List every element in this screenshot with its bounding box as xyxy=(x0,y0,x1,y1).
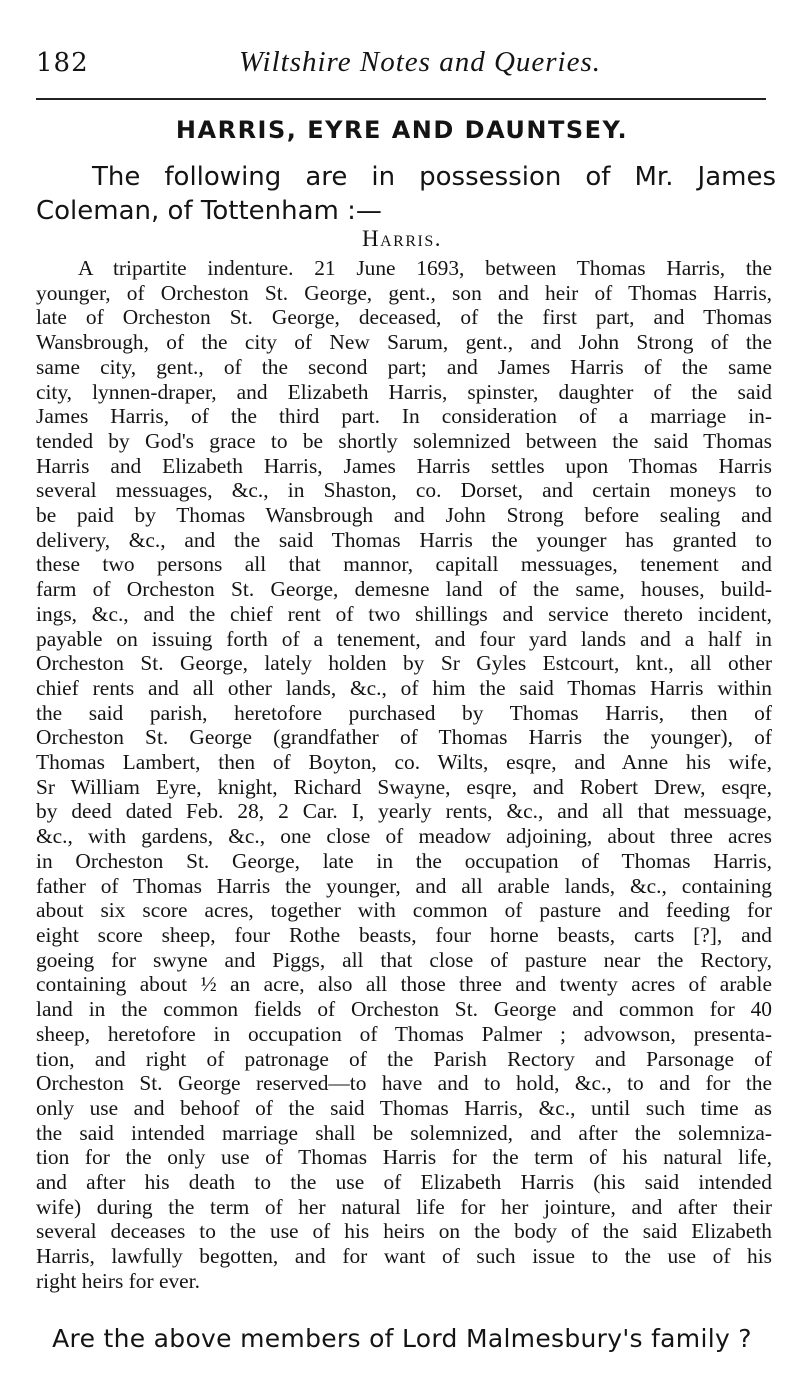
body-line: and after his death to the use of Elizabeth Harris (his said intended xyxy=(36,1170,772,1195)
body-line: containing about ½ an acre, also all those three and twenty acres of arable xyxy=(36,972,772,997)
body-line: Orcheston St. George reserved—to have and to hold, &c., to and for the xyxy=(36,1071,772,1096)
body-line: ings, &c., and the chief rent of two shillings and service thereto incident, xyxy=(36,601,772,626)
body-line: chief rents and all other lands, &c., of him the said Thomas Harris within xyxy=(36,675,772,700)
body-line: city, lynnen-draper, and Elizabeth Harris, spinster, daughter of the said xyxy=(36,379,772,404)
body-line: wife) during the term of her natural life for her jointure, and after their xyxy=(36,1194,772,1219)
body-line: Sr William Eyre, knight, Richard Swayne, esqre, and Robert Drew, esqre, xyxy=(36,774,772,799)
body-line: late of Orcheston St. George, deceased, of the first part, and Thomas xyxy=(36,305,772,330)
body-line: about six score acres, together with common of pasture and feeding for xyxy=(36,898,772,923)
body-line: father of Thomas Harris the younger, and all arable lands, &c., containing xyxy=(36,873,772,898)
header-rule xyxy=(36,98,766,100)
body-line: be paid by Thomas Wansbrough and John Strong before sealing and xyxy=(36,503,772,528)
intro-paragraph: The following are in possession of Mr. James Coleman, of Tottenham :— xyxy=(36,162,776,226)
body-line: by deed dated Feb. 28, 2 Car. I, yearly rents, &c., and all that messuage, xyxy=(36,799,772,824)
body-line: A tripartite indenture. 21 June 1693, between Thomas Harris, the xyxy=(78,256,772,280)
body-line: land in the common fields of Orcheston St. George and common for 40 xyxy=(36,997,772,1022)
body-line: the said intended marriage shall be solemnized, and after the solemniza- xyxy=(36,1120,772,1145)
body-line: several deceases to the use of his heirs on the body of the said Elizabeth xyxy=(36,1219,772,1244)
body-line: &c., with gardens, &c., one close of meadow adjoining, about three acres xyxy=(36,824,772,849)
body-line: delivery, &c., and the said Thomas Harris the younger has granted to xyxy=(36,527,772,552)
body-line: the said parish, heretofore purchased by Thomas Harris, then of xyxy=(36,700,772,725)
body-line: in Orcheston St. George, late in the occupation of Thomas Harris, xyxy=(36,848,772,873)
body-line: tion for the only use of Thomas Harris for the term of his natural life, xyxy=(36,1145,772,1170)
section-heading: Harris. xyxy=(362,226,442,251)
body-line: tended by God's grace to be shortly solemnized between the said Thomas xyxy=(36,428,772,453)
body-line: eight score sheep, four Rothe beasts, four horne beasts, carts [?], and xyxy=(36,922,772,947)
running-head xyxy=(36,44,768,84)
body-line: Thomas Lambert, then of Boyton, co. Wilts, esqre, and Anne his wife, xyxy=(36,750,772,775)
closing-question: Are the above members of Lord Malmesbury's family ? xyxy=(52,1324,752,1353)
journal-title: Wiltshire Notes and Queries. xyxy=(238,46,602,78)
body-line: right heirs for ever. xyxy=(36,1268,200,1293)
body-line: sheep, heretofore in occupation of Thomas Palmer ; advowson, presenta- xyxy=(36,1021,772,1046)
article-title: HARRIS, EYRE AND DAUNTSEY. xyxy=(175,116,629,144)
body-line: tion, and right of patronage of the Parish Rectory and Parsonage of xyxy=(36,1046,772,1071)
body-line: goeing for swyne and Piggs, all that close of pasture near the Rectory, xyxy=(36,947,772,972)
body-line: same city, gent., of the second part; and James Harris of the same xyxy=(36,354,772,379)
body-line: younger, of Orcheston St. George, gent., son and heir of Thomas Harris, xyxy=(36,280,772,305)
body-line: payable on issuing forth of a tenement, and four yard lands and a half in xyxy=(36,626,772,651)
body-line: Wansbrough, of the city of New Sarum, gent., and John Strong of the xyxy=(36,330,772,355)
body-line: only use and behoof of the said Thomas Harris, &c., until such time as xyxy=(36,1095,772,1120)
page-number: 182 xyxy=(36,48,89,78)
body-line: farm of Orcheston St. George, demesne land of the same, houses, build- xyxy=(36,577,772,602)
body-line: Orcheston St. George, lately holden by Sr Gyles Estcourt, knt., all other xyxy=(36,651,772,676)
body-line: Harris and Elizabeth Harris, James Harris settles upon Thomas Harris xyxy=(36,453,772,478)
body-line: James Harris, of the third part. In consideration of a marriage in- xyxy=(36,404,772,429)
body-line: these two persons all that mannor, capitall messuages, tenement and xyxy=(36,552,772,577)
body-line: Harris, lawfully begotten, and for want of such issue to the use of his xyxy=(36,1244,772,1269)
body-paragraph xyxy=(36,256,772,1294)
body-line: Orcheston St. George (grandfather of Thomas Harris the younger), of xyxy=(36,725,772,750)
body-line: several messuages, &c., in Shaston, co. Dorset, and certain moneys to xyxy=(36,478,772,503)
